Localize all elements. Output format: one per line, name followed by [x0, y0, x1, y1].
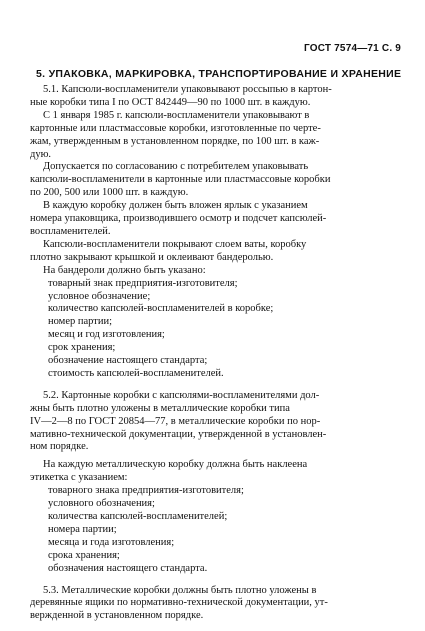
text-line: С 1 января 1985 г. капсюли-воспламенители упаковывают в — [43, 109, 310, 121]
text-line: воспламенителей. — [30, 225, 111, 237]
text-line: этикетка с указанием: — [30, 472, 128, 484]
text-line: В каждую коробку должен быть вложен ярлык с указанием — [43, 200, 308, 212]
text-line: Капсюли-воспламенители покрывают слоем ваты, коробку — [43, 238, 307, 250]
list-item: условное обозначение; — [48, 290, 151, 302]
list-item: товарного знака предприятия-изготовителя; — [48, 485, 244, 497]
list-item: условного обозначения; — [48, 498, 155, 510]
text-line: Допускается по согласованию с потребителем упаковывать — [43, 161, 309, 173]
page-header: ГОСТ 7574—71 С. 9 — [304, 43, 402, 54]
list-item: срока хранения; — [48, 549, 120, 561]
text-line: 5.2. Картонные коробки с капсюлями-воспламенителями дол- — [43, 389, 320, 401]
text-line: На бандероли должно быть указано: — [43, 264, 206, 276]
text-line: по 200, 500 или 1000 шт. в каждую. — [30, 187, 189, 199]
list-item: стоимость капсюлей-воспламенителей. — [48, 367, 224, 379]
document-body — [30, 84, 395, 623]
text-line: дую. — [30, 148, 52, 160]
section-title: 5. УПАКОВКА, МАРКИРОВКА, ТРАНСПОРТИРОВАНИЕ И ХРАНЕНИЕ — [36, 68, 402, 80]
text-line: капсюли-воспламенители в картонные или пластмассовые коробки — [30, 174, 331, 186]
list-item: количества капсюлей-воспламенителей; — [48, 511, 228, 522]
text-line: ном порядке. — [30, 441, 89, 453]
list-item: месяц и год изготовления; — [48, 329, 165, 341]
paragraph-gap — [30, 576, 395, 585]
text-line: вержденной в установленном порядке. — [30, 610, 204, 622]
paragraph-gap — [30, 381, 395, 390]
list-item: срок хранения; — [48, 342, 116, 354]
list-item: товарный знак предприятия-изготовителя; — [48, 277, 238, 289]
text-line: IV—2—8 по ГОСТ 20854—77, в металлические коробки по нор- — [30, 415, 321, 427]
text-line: картонные или пластмассовые коробки, изготовленные по черте- — [30, 122, 321, 134]
text-line: мативно-технической документации, утвержденной в установлен- — [30, 428, 327, 440]
text-line: жны быть плотно уложены в металлические коробки типа — [30, 402, 290, 414]
list-item: обозначения настоящего стандарта. — [48, 562, 208, 574]
list-item: месяца и года изготовления; — [48, 536, 175, 548]
text-line: 5.1. Капсюли-воспламенители упаковывают россыпью в картон- — [43, 84, 332, 95]
text-line: 5.3. Металлические коробки должны быть плотно уложены в — [43, 584, 317, 596]
text-line: ные коробки типа I по ОСТ 842449—90 по 1000 шт. в каждую. — [30, 96, 311, 108]
text-line: деревянные ящики по нормативно-технической документации, ут- — [30, 597, 328, 609]
text-line: номера упаковщика, производившего осмотр и подсчет капсюлей- — [30, 213, 327, 225]
list-item: количество капсюлей-воспламенителей в коробке; — [48, 303, 274, 315]
list-item: номер партии; — [48, 316, 112, 328]
text-line: На каждую металлическую коробку должна быть наклеена — [43, 459, 308, 471]
list-item: обозначение настоящего стандарта; — [48, 355, 208, 367]
list-item: номера партии; — [48, 523, 117, 535]
text-line: жам, утвержденным в установленном порядке, по 100 шт. в каж- — [30, 135, 320, 147]
text-line: плотно закрывают крышкой и оклеивают бандеролью. — [30, 251, 274, 263]
